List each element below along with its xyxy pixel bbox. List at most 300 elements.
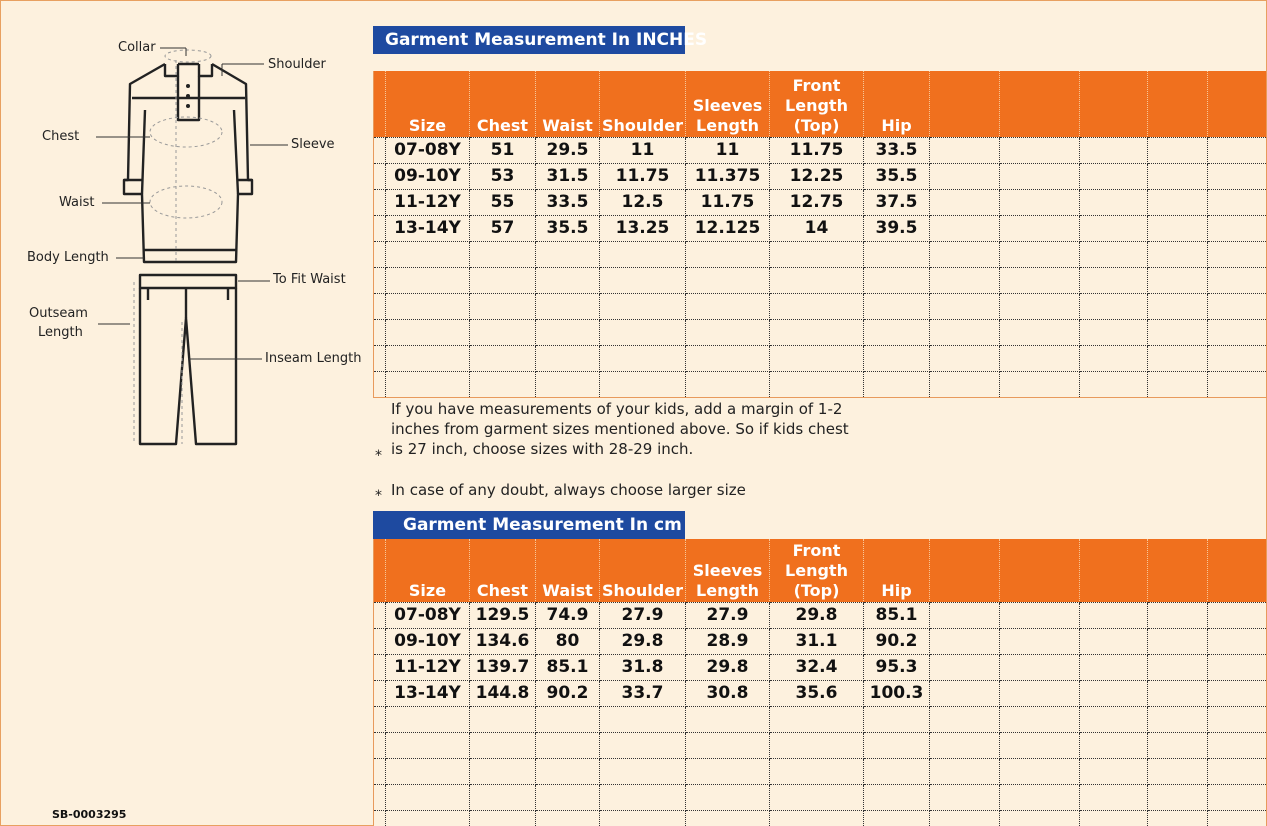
empty-cell xyxy=(864,345,930,371)
empty-cell xyxy=(470,758,536,784)
column-header xyxy=(686,71,770,137)
column-header xyxy=(600,71,686,137)
empty-cell xyxy=(930,189,1000,215)
empty-cell xyxy=(1208,810,1267,826)
empty-cell xyxy=(536,784,600,810)
row-spacer-cell xyxy=(374,267,386,293)
empty-cell xyxy=(686,706,770,732)
size-cell: 11-12Y xyxy=(386,654,470,680)
table-row xyxy=(374,654,1267,680)
empty-cell xyxy=(1000,784,1080,810)
empty-cell xyxy=(686,784,770,810)
empty-cell xyxy=(386,706,470,732)
measurement-cell: 90.2 xyxy=(864,628,930,654)
measurement-cell: 74.9 xyxy=(536,602,600,628)
measurement-cell: 29.8 xyxy=(600,628,686,654)
column-header xyxy=(600,539,686,602)
empty-cell xyxy=(536,345,600,371)
empty-cell xyxy=(864,267,930,293)
table-row xyxy=(374,215,1267,241)
empty-cell xyxy=(1080,810,1148,826)
table-row xyxy=(374,628,1267,654)
empty-cell xyxy=(686,758,770,784)
label-inseam-length: Inseam Length xyxy=(265,351,362,366)
empty-cell xyxy=(686,267,770,293)
empty-cell xyxy=(1000,810,1080,826)
column-header xyxy=(536,71,600,137)
empty-cell xyxy=(1208,732,1267,758)
label-to-fit-waist: To Fit Waist xyxy=(273,272,346,287)
empty-cell xyxy=(1208,680,1267,706)
label-collar: Collar xyxy=(118,40,156,55)
column-header-line: Hip xyxy=(881,115,912,135)
empty-cell xyxy=(1148,137,1208,163)
measurement-cell: 53 xyxy=(470,163,536,189)
empty-cell xyxy=(864,784,930,810)
measurement-cell: 11.375 xyxy=(686,163,770,189)
note-line-3: is 27 inch, choose sizes with 28-29 inch. xyxy=(391,440,694,458)
measurement-cell: 35.6 xyxy=(770,680,864,706)
empty-cell xyxy=(770,345,864,371)
inches-header-row xyxy=(374,71,1267,137)
empty-cell xyxy=(1000,319,1080,345)
column-header-line: Front xyxy=(792,540,841,560)
measurement-cell: 11 xyxy=(686,137,770,163)
measurement-cell: 29.8 xyxy=(770,602,864,628)
empty-cell xyxy=(930,602,1000,628)
size-cell: 07-08Y xyxy=(386,137,470,163)
empty-cell xyxy=(864,319,930,345)
empty-cell xyxy=(1148,784,1208,810)
table-row xyxy=(374,680,1267,706)
empty-cell xyxy=(864,810,930,826)
table-row xyxy=(374,602,1267,628)
measurement-cell: 33.5 xyxy=(536,189,600,215)
empty-cell xyxy=(1000,293,1080,319)
measurement-cell: 11.75 xyxy=(600,163,686,189)
empty-cell xyxy=(536,732,600,758)
cm-body xyxy=(374,602,1267,826)
empty-cell xyxy=(536,371,600,397)
empty-cell xyxy=(1208,241,1267,267)
measurement-cell: 33.5 xyxy=(864,137,930,163)
empty-cell xyxy=(470,371,536,397)
empty-cell xyxy=(470,345,536,371)
empty-header-cell xyxy=(930,71,1000,137)
empty-cell xyxy=(600,784,686,810)
column-header xyxy=(686,539,770,602)
note-bullet: * xyxy=(375,488,382,504)
empty-cell xyxy=(1208,215,1267,241)
empty-cell xyxy=(600,293,686,319)
table-row xyxy=(374,758,1267,784)
empty-cell xyxy=(1000,215,1080,241)
table-row xyxy=(374,371,1267,397)
empty-cell xyxy=(686,345,770,371)
empty-cell xyxy=(386,758,470,784)
label-outseam-2: Length xyxy=(38,325,83,340)
empty-cell xyxy=(864,706,930,732)
size-cell: 07-08Y xyxy=(386,602,470,628)
label-chest: Chest xyxy=(42,129,80,144)
empty-cell xyxy=(536,293,600,319)
table-row xyxy=(374,706,1267,732)
header-spacer xyxy=(374,539,386,602)
label-sleeve: Sleeve xyxy=(291,137,335,152)
empty-header-cell xyxy=(1208,71,1267,137)
note-line-larger: In case of any doubt, always choose larger size xyxy=(391,481,746,499)
empty-cell xyxy=(1208,706,1267,732)
note-margin xyxy=(375,399,895,464)
empty-cell xyxy=(1148,758,1208,784)
empty-cell xyxy=(686,810,770,826)
empty-cell xyxy=(1148,602,1208,628)
measurement-cell: 12.75 xyxy=(770,189,864,215)
label-waist: Waist xyxy=(59,195,95,210)
column-header-line: Size xyxy=(408,580,447,600)
column-header-line: Shoulder xyxy=(602,580,683,600)
empty-cell xyxy=(1000,371,1080,397)
measurement-cell: 95.3 xyxy=(864,654,930,680)
column-header-line: Waist xyxy=(542,115,593,135)
empty-cell xyxy=(770,810,864,826)
empty-cell xyxy=(1148,732,1208,758)
table-row xyxy=(374,319,1267,345)
measurement-cell: 31.5 xyxy=(536,163,600,189)
empty-cell xyxy=(1080,628,1148,654)
column-header-line: Chest xyxy=(476,115,529,135)
empty-cell xyxy=(930,758,1000,784)
empty-cell xyxy=(1000,602,1080,628)
empty-cell xyxy=(536,241,600,267)
measurement-cell: 35.5 xyxy=(536,215,600,241)
measurement-cell: 51 xyxy=(470,137,536,163)
empty-cell xyxy=(1148,345,1208,371)
inches-size-table xyxy=(373,71,1267,398)
measurement-cell: 90.2 xyxy=(536,680,600,706)
row-spacer-cell xyxy=(374,293,386,319)
empty-cell xyxy=(1000,241,1080,267)
table-row xyxy=(374,784,1267,810)
empty-cell xyxy=(864,758,930,784)
row-spacer-cell xyxy=(374,163,386,189)
empty-cell xyxy=(1208,628,1267,654)
row-spacer-cell xyxy=(374,371,386,397)
table-row xyxy=(374,732,1267,758)
measurement-cell: 30.8 xyxy=(686,680,770,706)
measurement-cell: 85.1 xyxy=(864,602,930,628)
column-header-line: Sleeves xyxy=(692,560,763,580)
column-header-line: Length xyxy=(785,560,848,580)
column-header xyxy=(770,539,864,602)
empty-header-cell xyxy=(1000,71,1080,137)
empty-header-cell xyxy=(1148,71,1208,137)
empty-cell xyxy=(1148,706,1208,732)
note-larger-size xyxy=(375,480,895,502)
empty-cell xyxy=(1208,345,1267,371)
column-header xyxy=(470,71,536,137)
empty-cell xyxy=(1208,163,1267,189)
empty-cell xyxy=(1080,784,1148,810)
empty-cell xyxy=(386,784,470,810)
size-cell: 13-14Y xyxy=(386,680,470,706)
empty-cell xyxy=(1000,706,1080,732)
empty-cell xyxy=(770,293,864,319)
empty-cell xyxy=(1208,654,1267,680)
empty-cell xyxy=(1208,371,1267,397)
empty-cell xyxy=(770,371,864,397)
empty-cell xyxy=(864,732,930,758)
empty-cell xyxy=(470,784,536,810)
measurement-cell: 85.1 xyxy=(536,654,600,680)
empty-cell xyxy=(1208,267,1267,293)
empty-cell xyxy=(600,319,686,345)
empty-cell xyxy=(1208,293,1267,319)
measurement-cell: 144.8 xyxy=(470,680,536,706)
empty-cell xyxy=(770,784,864,810)
row-spacer-cell xyxy=(374,241,386,267)
note-line-2: inches from garment sizes mentioned above. So if kids chest xyxy=(391,420,849,438)
table-row xyxy=(374,163,1267,189)
column-header xyxy=(386,71,470,137)
empty-cell xyxy=(930,784,1000,810)
empty-cell xyxy=(470,810,536,826)
measurement-cell: 37.5 xyxy=(864,189,930,215)
measurement-cell: 31.8 xyxy=(600,654,686,680)
measurement-cell: 55 xyxy=(470,189,536,215)
measurement-cell: 27.9 xyxy=(600,602,686,628)
measurement-cell: 134.6 xyxy=(470,628,536,654)
empty-cell xyxy=(770,732,864,758)
empty-cell xyxy=(686,241,770,267)
empty-cell xyxy=(1148,628,1208,654)
measurement-cell: 139.7 xyxy=(470,654,536,680)
row-spacer-cell xyxy=(374,758,386,784)
empty-cell xyxy=(1000,345,1080,371)
label-outseam-1: Outseam xyxy=(29,306,88,321)
note-bullet: * xyxy=(375,448,382,464)
empty-cell xyxy=(600,345,686,371)
table-row xyxy=(374,189,1267,215)
empty-cell xyxy=(536,319,600,345)
empty-cell xyxy=(1080,654,1148,680)
measurement-cell: 13.25 xyxy=(600,215,686,241)
empty-cell xyxy=(770,241,864,267)
column-header-line: (Top) xyxy=(793,580,840,600)
empty-cell xyxy=(686,732,770,758)
measurement-cell: 31.1 xyxy=(770,628,864,654)
empty-cell xyxy=(536,267,600,293)
column-header-line: Length xyxy=(696,115,759,135)
empty-cell xyxy=(1080,706,1148,732)
label-body-length: Body Length xyxy=(27,250,109,265)
empty-header-cell xyxy=(1148,539,1208,602)
size-cell: 13-14Y xyxy=(386,215,470,241)
empty-cell xyxy=(600,371,686,397)
empty-cell xyxy=(930,810,1000,826)
row-spacer-cell xyxy=(374,628,386,654)
column-header xyxy=(536,539,600,602)
empty-cell xyxy=(1080,163,1148,189)
empty-header-cell xyxy=(1080,539,1148,602)
kurta-pyjama-illustration xyxy=(0,0,372,826)
empty-cell xyxy=(1148,241,1208,267)
row-spacer-cell xyxy=(374,784,386,810)
empty-cell xyxy=(1148,267,1208,293)
row-spacer-cell xyxy=(374,602,386,628)
empty-cell xyxy=(536,810,600,826)
measurement-cell: 129.5 xyxy=(470,602,536,628)
measurement-cell: 11.75 xyxy=(686,189,770,215)
table-row xyxy=(374,345,1267,371)
measurement-cell: 80 xyxy=(536,628,600,654)
size-cell: 09-10Y xyxy=(386,628,470,654)
empty-cell xyxy=(536,706,600,732)
column-header-line: Waist xyxy=(542,580,593,600)
row-spacer-cell xyxy=(374,732,386,758)
empty-cell xyxy=(930,654,1000,680)
row-spacer-cell xyxy=(374,189,386,215)
header-spacer xyxy=(374,71,386,137)
empty-cell xyxy=(1148,654,1208,680)
inches-body xyxy=(374,137,1267,397)
measurement-cell: 12.125 xyxy=(686,215,770,241)
empty-cell xyxy=(1080,137,1148,163)
empty-cell xyxy=(1148,680,1208,706)
empty-cell xyxy=(1148,319,1208,345)
empty-cell xyxy=(1148,163,1208,189)
measurement-cell: 29.5 xyxy=(536,137,600,163)
empty-cell xyxy=(1000,758,1080,784)
empty-cell xyxy=(686,293,770,319)
row-spacer-cell xyxy=(374,810,386,826)
inches-table-title: Garment Measurement In INCHES xyxy=(373,26,685,54)
measurement-cell: 57 xyxy=(470,215,536,241)
empty-cell xyxy=(1148,810,1208,826)
garment-diagram xyxy=(0,0,372,826)
empty-cell xyxy=(930,241,1000,267)
measurement-cell: 11.75 xyxy=(770,137,864,163)
empty-cell xyxy=(930,628,1000,654)
column-header xyxy=(470,539,536,602)
row-spacer-cell xyxy=(374,319,386,345)
empty-cell xyxy=(600,732,686,758)
cm-header-row xyxy=(374,539,1267,602)
empty-header-cell xyxy=(1080,71,1148,137)
column-header-line: (Top) xyxy=(793,115,840,135)
empty-cell xyxy=(930,293,1000,319)
empty-header-cell xyxy=(1208,539,1267,602)
empty-cell xyxy=(386,732,470,758)
empty-cell xyxy=(470,706,536,732)
empty-cell xyxy=(386,371,470,397)
empty-cell xyxy=(770,267,864,293)
empty-cell xyxy=(386,293,470,319)
empty-cell xyxy=(1080,371,1148,397)
empty-cell xyxy=(864,293,930,319)
measurement-cell: 100.3 xyxy=(864,680,930,706)
empty-cell xyxy=(1208,319,1267,345)
measurement-cell: 14 xyxy=(770,215,864,241)
column-header xyxy=(864,71,930,137)
empty-cell xyxy=(1080,680,1148,706)
empty-cell xyxy=(470,319,536,345)
column-header xyxy=(864,539,930,602)
empty-cell xyxy=(1208,784,1267,810)
empty-cell xyxy=(1080,241,1148,267)
measurement-cell: 28.9 xyxy=(686,628,770,654)
empty-cell xyxy=(386,241,470,267)
empty-cell xyxy=(930,137,1000,163)
empty-cell xyxy=(1000,732,1080,758)
empty-cell xyxy=(930,680,1000,706)
row-spacer-cell xyxy=(374,706,386,732)
empty-cell xyxy=(864,371,930,397)
measurement-cell: 12.25 xyxy=(770,163,864,189)
cm-size-table xyxy=(373,539,1267,826)
empty-cell xyxy=(864,241,930,267)
table-row xyxy=(374,137,1267,163)
empty-cell xyxy=(470,267,536,293)
empty-cell xyxy=(1148,371,1208,397)
empty-cell xyxy=(930,371,1000,397)
empty-header-cell xyxy=(930,539,1000,602)
table-row xyxy=(374,267,1267,293)
empty-cell xyxy=(470,293,536,319)
empty-cell xyxy=(770,319,864,345)
note-line-1: If you have measurements of your kids, add a margin of 1-2 xyxy=(391,400,843,418)
empty-cell xyxy=(686,319,770,345)
empty-cell xyxy=(930,345,1000,371)
empty-cell xyxy=(1080,758,1148,784)
column-header-line: Length xyxy=(696,580,759,600)
empty-cell xyxy=(1000,137,1080,163)
empty-cell xyxy=(770,706,864,732)
measurement-cell: 39.5 xyxy=(864,215,930,241)
empty-cell xyxy=(1148,189,1208,215)
empty-cell xyxy=(1000,163,1080,189)
empty-cell xyxy=(1080,267,1148,293)
empty-cell xyxy=(470,732,536,758)
empty-cell xyxy=(1208,189,1267,215)
empty-cell xyxy=(386,345,470,371)
measurement-cell: 33.7 xyxy=(600,680,686,706)
column-header-line: Sleeves xyxy=(692,95,763,115)
sku-code: SB-0003295 xyxy=(52,808,127,821)
row-spacer-cell xyxy=(374,680,386,706)
size-cell: 09-10Y xyxy=(386,163,470,189)
empty-cell xyxy=(930,319,1000,345)
measurement-cell: 35.5 xyxy=(864,163,930,189)
empty-cell xyxy=(600,810,686,826)
measurement-cell: 27.9 xyxy=(686,602,770,628)
empty-cell xyxy=(1000,267,1080,293)
empty-cell xyxy=(1080,293,1148,319)
empty-header-cell xyxy=(1000,539,1080,602)
measurement-cell: 29.8 xyxy=(686,654,770,680)
empty-cell xyxy=(1000,680,1080,706)
table-row xyxy=(374,810,1267,826)
column-header-line: Shoulder xyxy=(602,115,683,135)
empty-cell xyxy=(770,758,864,784)
row-spacer-cell xyxy=(374,215,386,241)
empty-cell xyxy=(1000,189,1080,215)
empty-cell xyxy=(930,706,1000,732)
measurement-cell: 12.5 xyxy=(600,189,686,215)
empty-cell xyxy=(1000,628,1080,654)
empty-cell xyxy=(1148,293,1208,319)
row-spacer-cell xyxy=(374,345,386,371)
